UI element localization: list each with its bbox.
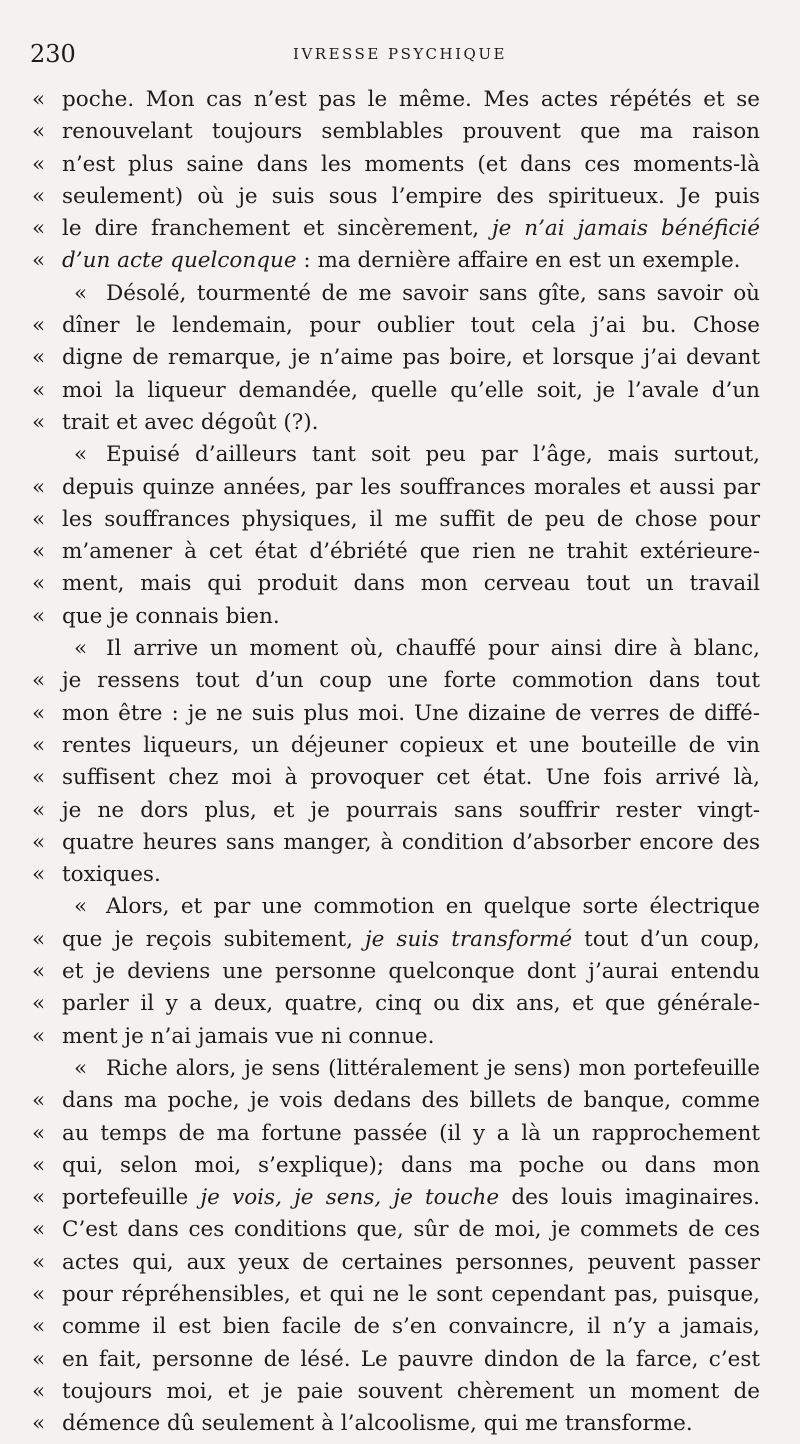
text-line (32, 891, 764, 923)
text-line (32, 859, 764, 891)
text-line (32, 924, 764, 956)
line-text: que je reçois subitement, je suis transformé tout d’un coup, (62, 926, 760, 952)
quote-mark: « (32, 862, 46, 888)
line-text: portefeuille je vois, je sens, je touche des louis imaginaires. (62, 1185, 760, 1211)
text-line (32, 342, 764, 374)
text-line (32, 1118, 764, 1150)
quote-mark: « (32, 1217, 46, 1243)
line-text: seulement) où je suis sous l’empire des spiritueux. Je puis (62, 183, 760, 209)
quote-mark: « (32, 1088, 46, 1114)
quote-mark: « (74, 1055, 88, 1081)
line-text: ment, mais qui produit dans mon cerveau tout un travail (62, 571, 760, 597)
line-text: Epuisé d’ailleurs tant soit peu par l’âge, mais surtout, (106, 442, 760, 468)
quote-mark: « (32, 345, 46, 371)
quote-mark: « (32, 313, 46, 339)
text-line (32, 181, 764, 213)
text-line (32, 1182, 764, 1214)
quote-mark: « (32, 959, 46, 985)
text-line (32, 375, 764, 407)
quote-mark: « (32, 1411, 46, 1437)
text-line (32, 1214, 764, 1246)
quote-mark: « (74, 280, 88, 306)
text-line (32, 149, 764, 181)
text-line (32, 601, 764, 633)
text-line (32, 1247, 764, 1279)
quote-mark: « (32, 1378, 46, 1404)
quote-mark: « (32, 1346, 46, 1372)
line-text: Alors, et par une commotion en quelque sorte électrique (106, 894, 760, 920)
line-text: digne de remarque, je n’aime pas boire, et lorsque j’ai devant (62, 345, 760, 371)
text-line (32, 1279, 764, 1311)
quote-mark: « (32, 216, 46, 242)
quote-mark: « (32, 539, 46, 565)
line-text: et je deviens une personne quelconque dont j’aurai entendu (62, 959, 760, 985)
emphasis: je suis transformé (365, 926, 573, 952)
quote-mark: « (32, 700, 46, 726)
text-line (32, 1344, 764, 1376)
line-text: dîner le lendemain, pour oublier tout cela j’ai bu. Chose (62, 313, 760, 339)
quote-mark: « (32, 732, 46, 758)
text-line (32, 762, 764, 794)
text-line (32, 1376, 764, 1408)
emphasis: d’un acte quelconque (62, 248, 297, 274)
quote-mark: « (32, 151, 46, 177)
text-line (32, 245, 764, 277)
quote-mark: « (32, 1152, 46, 1178)
line-text: m’amener à cet état d’ébriété que rien ne trahit extérieure- (62, 539, 760, 565)
line-text: n’est plus saine dans les moments (et dans ces moments-là (62, 151, 760, 177)
text-line (32, 633, 764, 665)
text-line (32, 1085, 764, 1117)
text-line (32, 1311, 764, 1343)
quote-mark: « (32, 926, 46, 952)
line-text: je ne dors plus, et je pourrais sans souffrir rester vingt- (62, 797, 760, 823)
line-text: trait et avec dégoût (?). (62, 409, 319, 435)
line-text: démence dû seulement à l’alcoolisme, qui me transforme. (62, 1411, 693, 1437)
line-text: toujours moi, et je paie souvent chèrement un moment de (62, 1378, 760, 1404)
emphasis: je vois, je sens, je touche (200, 1185, 500, 1211)
line-text: comme il est bien facile de s’en convaincre, il n’y a jamais, (62, 1314, 760, 1340)
line-text: poche. Mon cas n’est pas le même. Mes actes répétés et se (62, 87, 760, 112)
text-line (32, 698, 764, 730)
quote-mark: « (32, 668, 46, 694)
emphasis: je n’ai jamais bénéficié (492, 216, 760, 242)
quote-mark: « (32, 1314, 46, 1340)
page-body (32, 84, 764, 1440)
line-text: mon être : je ne suis plus moi. Une dizaine de verres de diffé- (62, 700, 760, 726)
text-line (32, 84, 764, 116)
quote-mark: « (32, 1281, 46, 1307)
line-text: que je connais bien. (62, 603, 280, 629)
quote-mark: « (32, 1185, 46, 1211)
text-line (32, 472, 764, 504)
line-text: Il arrive un moment où, chauffé pour ainsi dire à blanc, (106, 636, 760, 662)
quote-mark: « (32, 765, 46, 791)
line-text: le dire franchement et sincèrement, je n’ai jamais bénéficié (62, 216, 760, 242)
text-line (32, 407, 764, 439)
quote-mark: « (32, 119, 46, 145)
line-text: moi la liqueur demandée, quelle qu’elle soit, je l’avale d’un (62, 377, 760, 403)
text-line (32, 988, 764, 1020)
text-line (32, 536, 764, 568)
quote-mark: « (32, 991, 46, 1017)
quote-mark: « (32, 248, 46, 274)
quote-mark: « (32, 797, 46, 823)
line-text: d’un acte quelconque : ma dernière affaire en est un exemple. (62, 248, 741, 274)
text-line (32, 1053, 764, 1085)
text-line (32, 730, 764, 762)
quote-mark: « (32, 829, 46, 855)
line-text: en fait, personne de lésé. Le pauvre dindon de la farce, c’est (62, 1346, 760, 1372)
line-text: suffisent chez moi à provoquer cet état. Une fois arrivé là, (62, 765, 760, 791)
text-line (32, 504, 764, 536)
text-line (32, 116, 764, 148)
quote-mark: « (32, 377, 46, 403)
text-line (32, 310, 764, 342)
running-title: IVRESSE PSYCHIQUE (293, 45, 507, 63)
page-header (30, 40, 770, 72)
quote-mark: « (32, 506, 46, 532)
line-text: actes qui, aux yeux de certaines personnes, peuvent passer (62, 1249, 760, 1275)
line-text: Désolé, tourmenté de me savoir sans gîte, sans savoir où (106, 280, 760, 306)
text-line (32, 827, 764, 859)
line-text: parler il y a deux, quatre, cinq ou dix ans, et que générale- (62, 991, 760, 1017)
line-text: je ressens tout d’un coup une forte commotion dans tout (62, 668, 760, 694)
line-text: dans ma poche, je vois dedans des billets de banque, comme (62, 1088, 760, 1114)
line-text: renouvelant toujours semblables prouvent que ma raison (62, 119, 760, 145)
line-text: au temps de ma fortune passée (il y a là un rapprochement (62, 1120, 760, 1146)
quote-mark: « (32, 1023, 46, 1049)
line-text: ment je n’ai jamais vue ni connue. (62, 1023, 435, 1049)
line-text: Riche alors, je sens (littéralement je sens) mon portefeuille (106, 1055, 760, 1081)
line-text: rentes liqueurs, un déjeuner copieux et une bouteille de vin (62, 732, 760, 758)
quote-mark: « (32, 1249, 46, 1275)
text-line (32, 1408, 764, 1440)
text-line (32, 665, 764, 697)
line-text: pour répréhensibles, et qui ne le sont cependant pas, puisque, (62, 1281, 760, 1307)
quote-mark: « (32, 1120, 46, 1146)
line-text: qui, selon moi, s’explique); dans ma poche ou dans mon (62, 1152, 760, 1178)
quote-mark: « (32, 87, 46, 112)
text-line (32, 1150, 764, 1182)
text-line (32, 1021, 764, 1053)
text-line (32, 213, 764, 245)
line-text: quatre heures sans manger, à condition d’absorber encore des (62, 829, 760, 855)
line-text: depuis quinze années, par les souffrances morales et aussi par (62, 474, 760, 500)
quote-mark: « (32, 409, 46, 435)
line-text: les souffrances physiques, il me suffit de peu de chose pour (62, 506, 760, 532)
quote-mark: « (32, 603, 46, 629)
quote-mark: « (74, 636, 88, 662)
quote-mark: « (32, 474, 46, 500)
text-line (32, 278, 764, 310)
line-text: toxiques. (62, 862, 161, 888)
text-line (32, 439, 764, 471)
quote-mark: « (32, 183, 46, 209)
quote-mark: « (74, 442, 88, 468)
quote-mark: « (32, 571, 46, 597)
text-line (32, 795, 764, 827)
page-number: 230 (30, 40, 76, 68)
text-line (32, 956, 764, 988)
quote-mark: « (74, 894, 88, 920)
text-line (32, 568, 764, 600)
line-text: C’est dans ces conditions que, sûr de moi, je commets de ces (62, 1217, 760, 1243)
